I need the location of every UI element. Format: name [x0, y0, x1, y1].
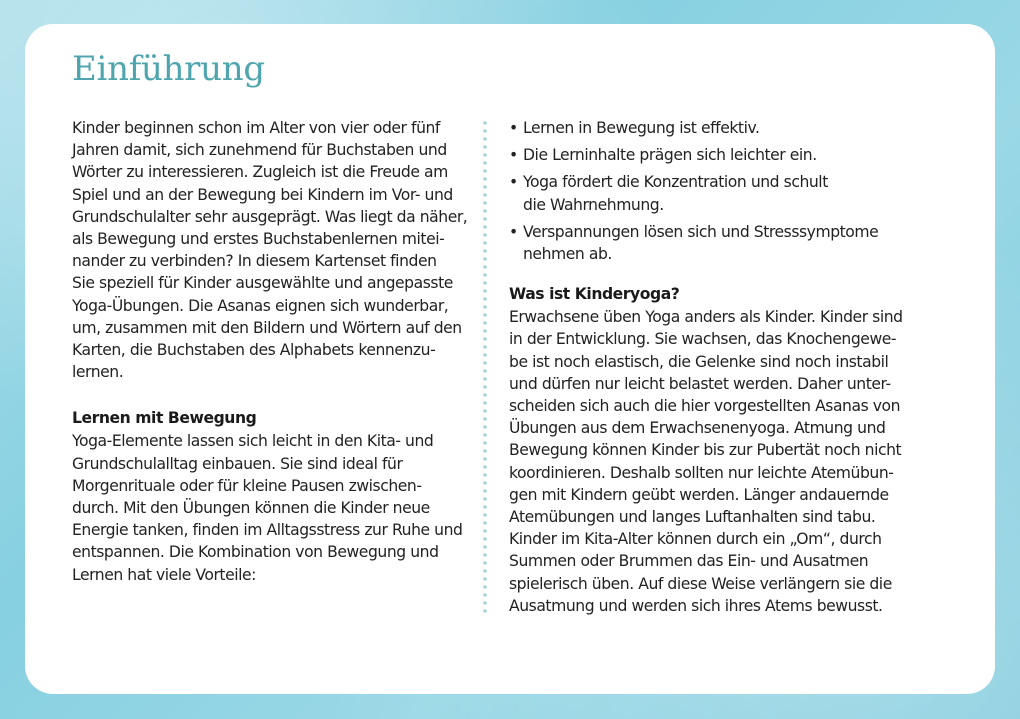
bullet-dot: • — [509, 173, 518, 192]
section-line: Grundschulalltag einbauen. Sie sind ideal für — [72, 454, 403, 473]
bullet-dot: • — [509, 119, 518, 137]
bullet-dot: • — [509, 146, 518, 165]
list-item-text: Yoga fördert die Konzentration und schult — [523, 173, 828, 192]
section-line: und dürfen nur leicht belastet werden. Daher unter- — [509, 374, 891, 393]
section-line: koordinieren. Deshalb sollten nur leichte Atemübun- — [509, 463, 894, 482]
intro-line: als Bewegung und erstes Buchstabenlernen mitei- — [72, 230, 445, 249]
intro-line: Jahren damit, sich zunehmend für Buchstaben und — [72, 141, 447, 160]
intro-line: Yoga-Übungen. Die Asanas eignen sich wunderbar, — [72, 296, 449, 315]
section-paragraph-lernen-mit-bewegung — [72, 430, 477, 585]
intro-line: Wörter zu interessieren. Zugleich ist die Freude am — [72, 163, 448, 182]
section-line: Lernen hat viele Vorteile: — [72, 565, 256, 584]
intro-line: Karten, die Buchstaben des Alphabets kennenzu- — [72, 341, 436, 360]
section-paragraph-was-ist-kinderyoga — [509, 306, 949, 617]
section-heading-lernen-mit-bewegung: Lernen mit Bewegung — [72, 409, 257, 428]
right-column — [509, 117, 949, 617]
section-line: Atemübungen und langes Luftanhalten sind tabu. — [509, 508, 876, 527]
left-column — [72, 117, 477, 586]
section-line: Morgenrituale oder für kleine Pausen zwischen- — [72, 476, 422, 495]
advantages-list — [509, 117, 949, 265]
list-item-text: die Wahrnehmung. — [523, 195, 664, 214]
intro-line: um, zusammen mit den Bildern und Wörtern auf den — [72, 318, 462, 337]
column-divider — [483, 119, 487, 615]
section-line: durch. Mit den Übungen können die Kinder neue — [72, 499, 430, 518]
intro-paragraph — [72, 117, 477, 383]
section-line: Summen oder Brummen das Ein- und Ausatmen — [509, 552, 869, 571]
section-line: Energie tanken, finden im Alltagsstress zur Ruhe und — [72, 521, 463, 540]
list-item — [509, 144, 949, 166]
bullet-dot: • — [509, 222, 518, 241]
page-title: Einführung — [72, 49, 265, 89]
section-line: Übungen aus dem Erwachsenenyoga. Atmung und — [509, 419, 886, 438]
intro-line: lernen. — [72, 363, 124, 382]
list-item — [509, 117, 949, 139]
list-item — [509, 171, 949, 215]
section-line: spielerisch üben. Auf diese Weise verlängern sie die — [509, 574, 892, 593]
section-line: Ausatmung und werden sich ihres Atems bewusst. — [509, 596, 883, 615]
section-line: in der Entwicklung. Sie wachsen, das Knochengewe- — [509, 330, 897, 349]
intro-line: Spiel und an der Bewegung bei Kindern im Vor- und — [72, 185, 453, 204]
list-item-text: Verspannungen lösen sich und Stresssymptome — [523, 222, 879, 241]
section-line: be ist noch elastisch, die Gelenke sind noch instabil — [509, 352, 889, 371]
list-item-text: nehmen ab. — [523, 245, 612, 264]
section-line: Bewegung können Kinder bis zur Pubertät noch nicht — [509, 441, 902, 460]
section-heading-was-ist-kinderyoga: Was ist Kinderyoga? — [509, 285, 680, 304]
section-line: scheiden sich auch die hier vorgestellten Asanas von — [509, 397, 901, 416]
intro-line: Sie speziell für Kinder ausgewählte und angepasste — [72, 274, 453, 293]
section-line: Yoga-Elemente lassen sich leicht in den Kita- und — [72, 432, 434, 451]
list-item-text: Die Lerninhalte prägen sich leichter ein. — [523, 146, 817, 165]
section-line: gen mit Kindern geübt werden. Länger andauernde — [509, 485, 889, 504]
intro-line: Kinder beginnen schon im Alter von vier oder fünf — [72, 119, 440, 137]
section-line: Erwachsene üben Yoga anders als Kinder. Kinder sind — [509, 308, 903, 327]
section-line: Kinder im Kita-Alter können durch ein „Om“, durch — [509, 530, 882, 549]
section-line: entspannen. Die Kombination von Bewegung und — [72, 543, 439, 562]
intro-line: Grundschulalter sehr ausgeprägt. Was liegt da näher, — [72, 207, 468, 226]
list-item — [509, 221, 949, 265]
list-item-text: Lernen in Bewegung ist effektiv. — [523, 119, 760, 137]
intro-line: nander zu verbinden? In diesem Kartenset finden — [72, 252, 437, 271]
